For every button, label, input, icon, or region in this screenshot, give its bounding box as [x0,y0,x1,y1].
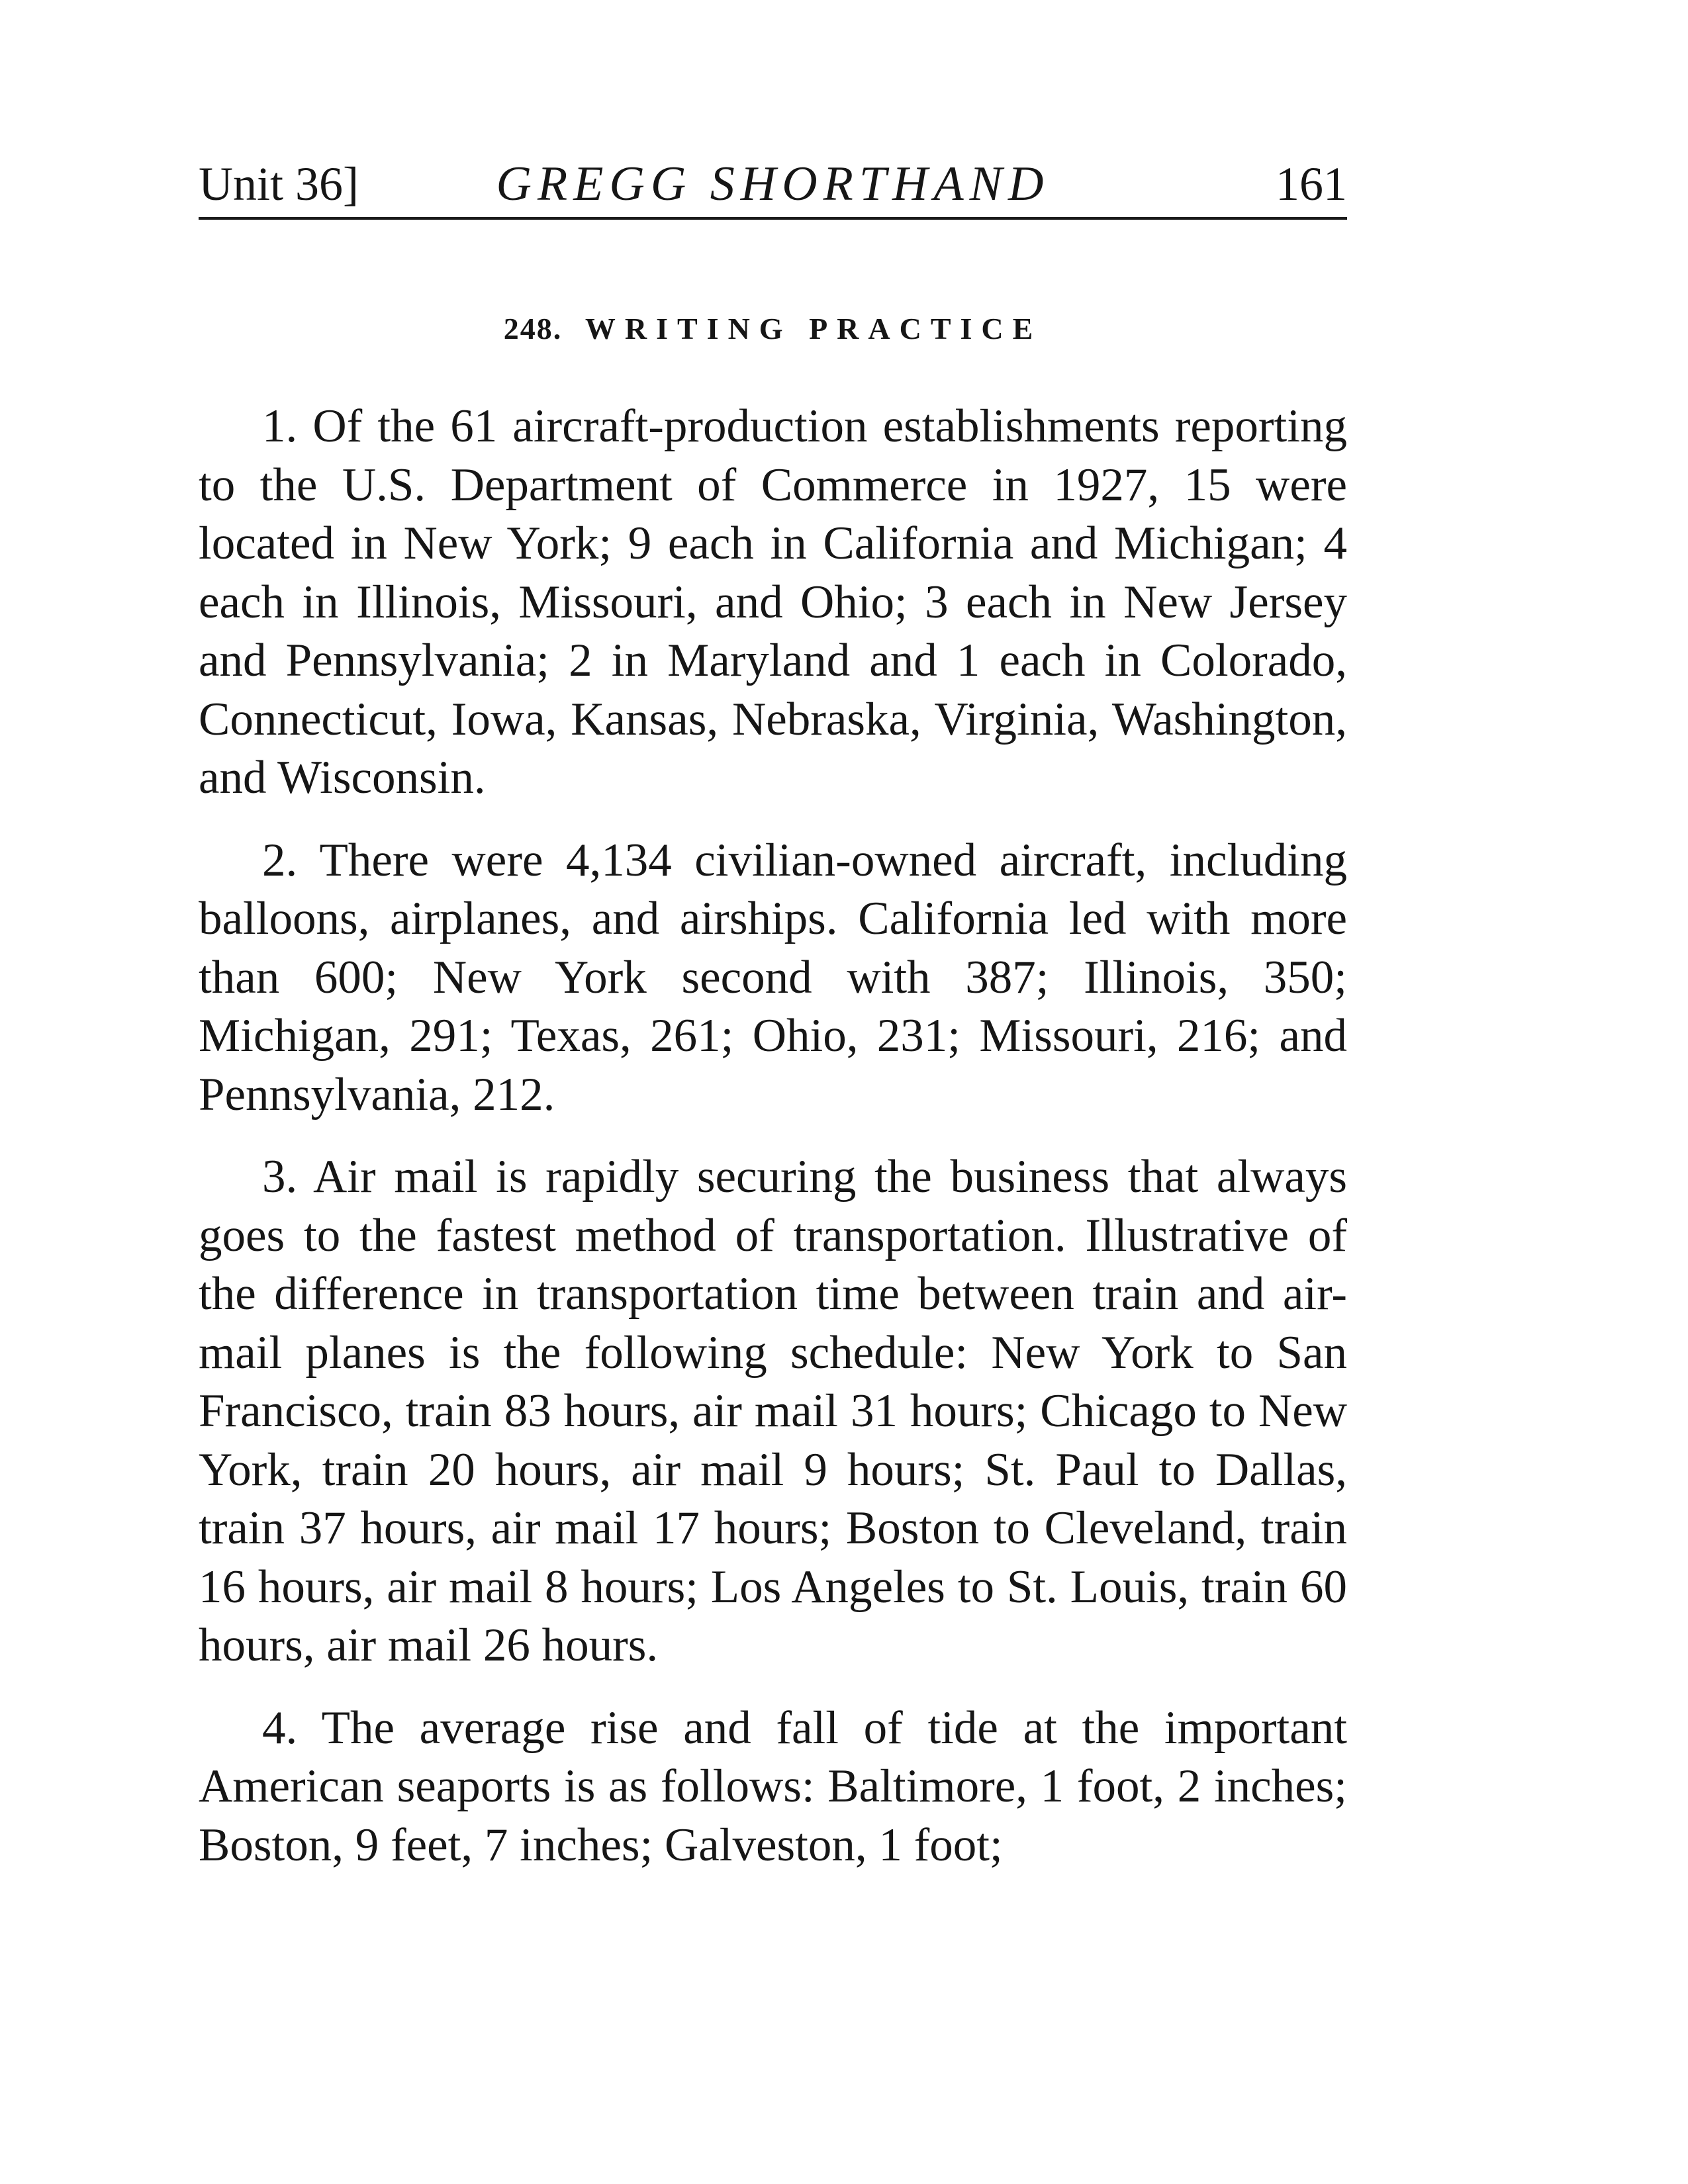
paragraph-4: 4. The average rise and fall of tide at the important American seaports is as follows: Baltimore, 1 foot, 2 inches; Boston, 9 feet, 7 inches; Galveston, 1 foot; [199,1702,1347,1871]
section-title: WRITING PRACTICE [585,312,1043,345]
paragraph-3: 3. Air mail is rapidly securing the business that always goes to the fastest method of transportation. Illustrative of the difference in transportation time between train and air-mail planes is the following schedule: New York to San Francisco, train 83 hours, air mail 31 hours; Chicago to New York, train 20 hours, air mail 9 hours; St. Paul to Dallas, train 37 hours, air mail 17 hours; Boston to Cleveland, train 16 hours, air mail 8 hours; Los Angeles to St. Louis, train 60 hours, air mail 26 hours. [199,1151,1347,1671]
book-title: GREGG SHORTHAND [496,157,1050,211]
paragraph-1: 1. Of the 61 aircraft-production establishments reporting to the U.S. Department of Commerce in 1927, 15 were located in New York; 9 each in California and Michigan; 4 each in Illinois, Missouri, and Ohio; 3 each in New Jersey and Pennsylvania; 2 in Maryland and 1 each in Colorado, Connecticut, Iowa, Kansas, Nebraska, Virginia, Washington, and Wisconsin. [199,400,1347,803]
unit-label: Unit 36] [199,158,359,210]
section-heading [199,306,1347,352]
running-header [199,151,1347,217]
body-text [199,397,1347,1898]
paragraph-2: 2. There were 4,134 civilian-owned aircraft, including balloons, airplanes, and airships. California led with more than 600; New York second with 387; Illinois, 350; Michigan, 291; Texas, 261; Ohio, 231; Missouri, 216; and Pennsylvania, 212. [199,834,1347,1120]
header-rule [199,217,1347,220]
page-number: 161 [1276,158,1347,210]
section-number: 248. [503,312,563,345]
